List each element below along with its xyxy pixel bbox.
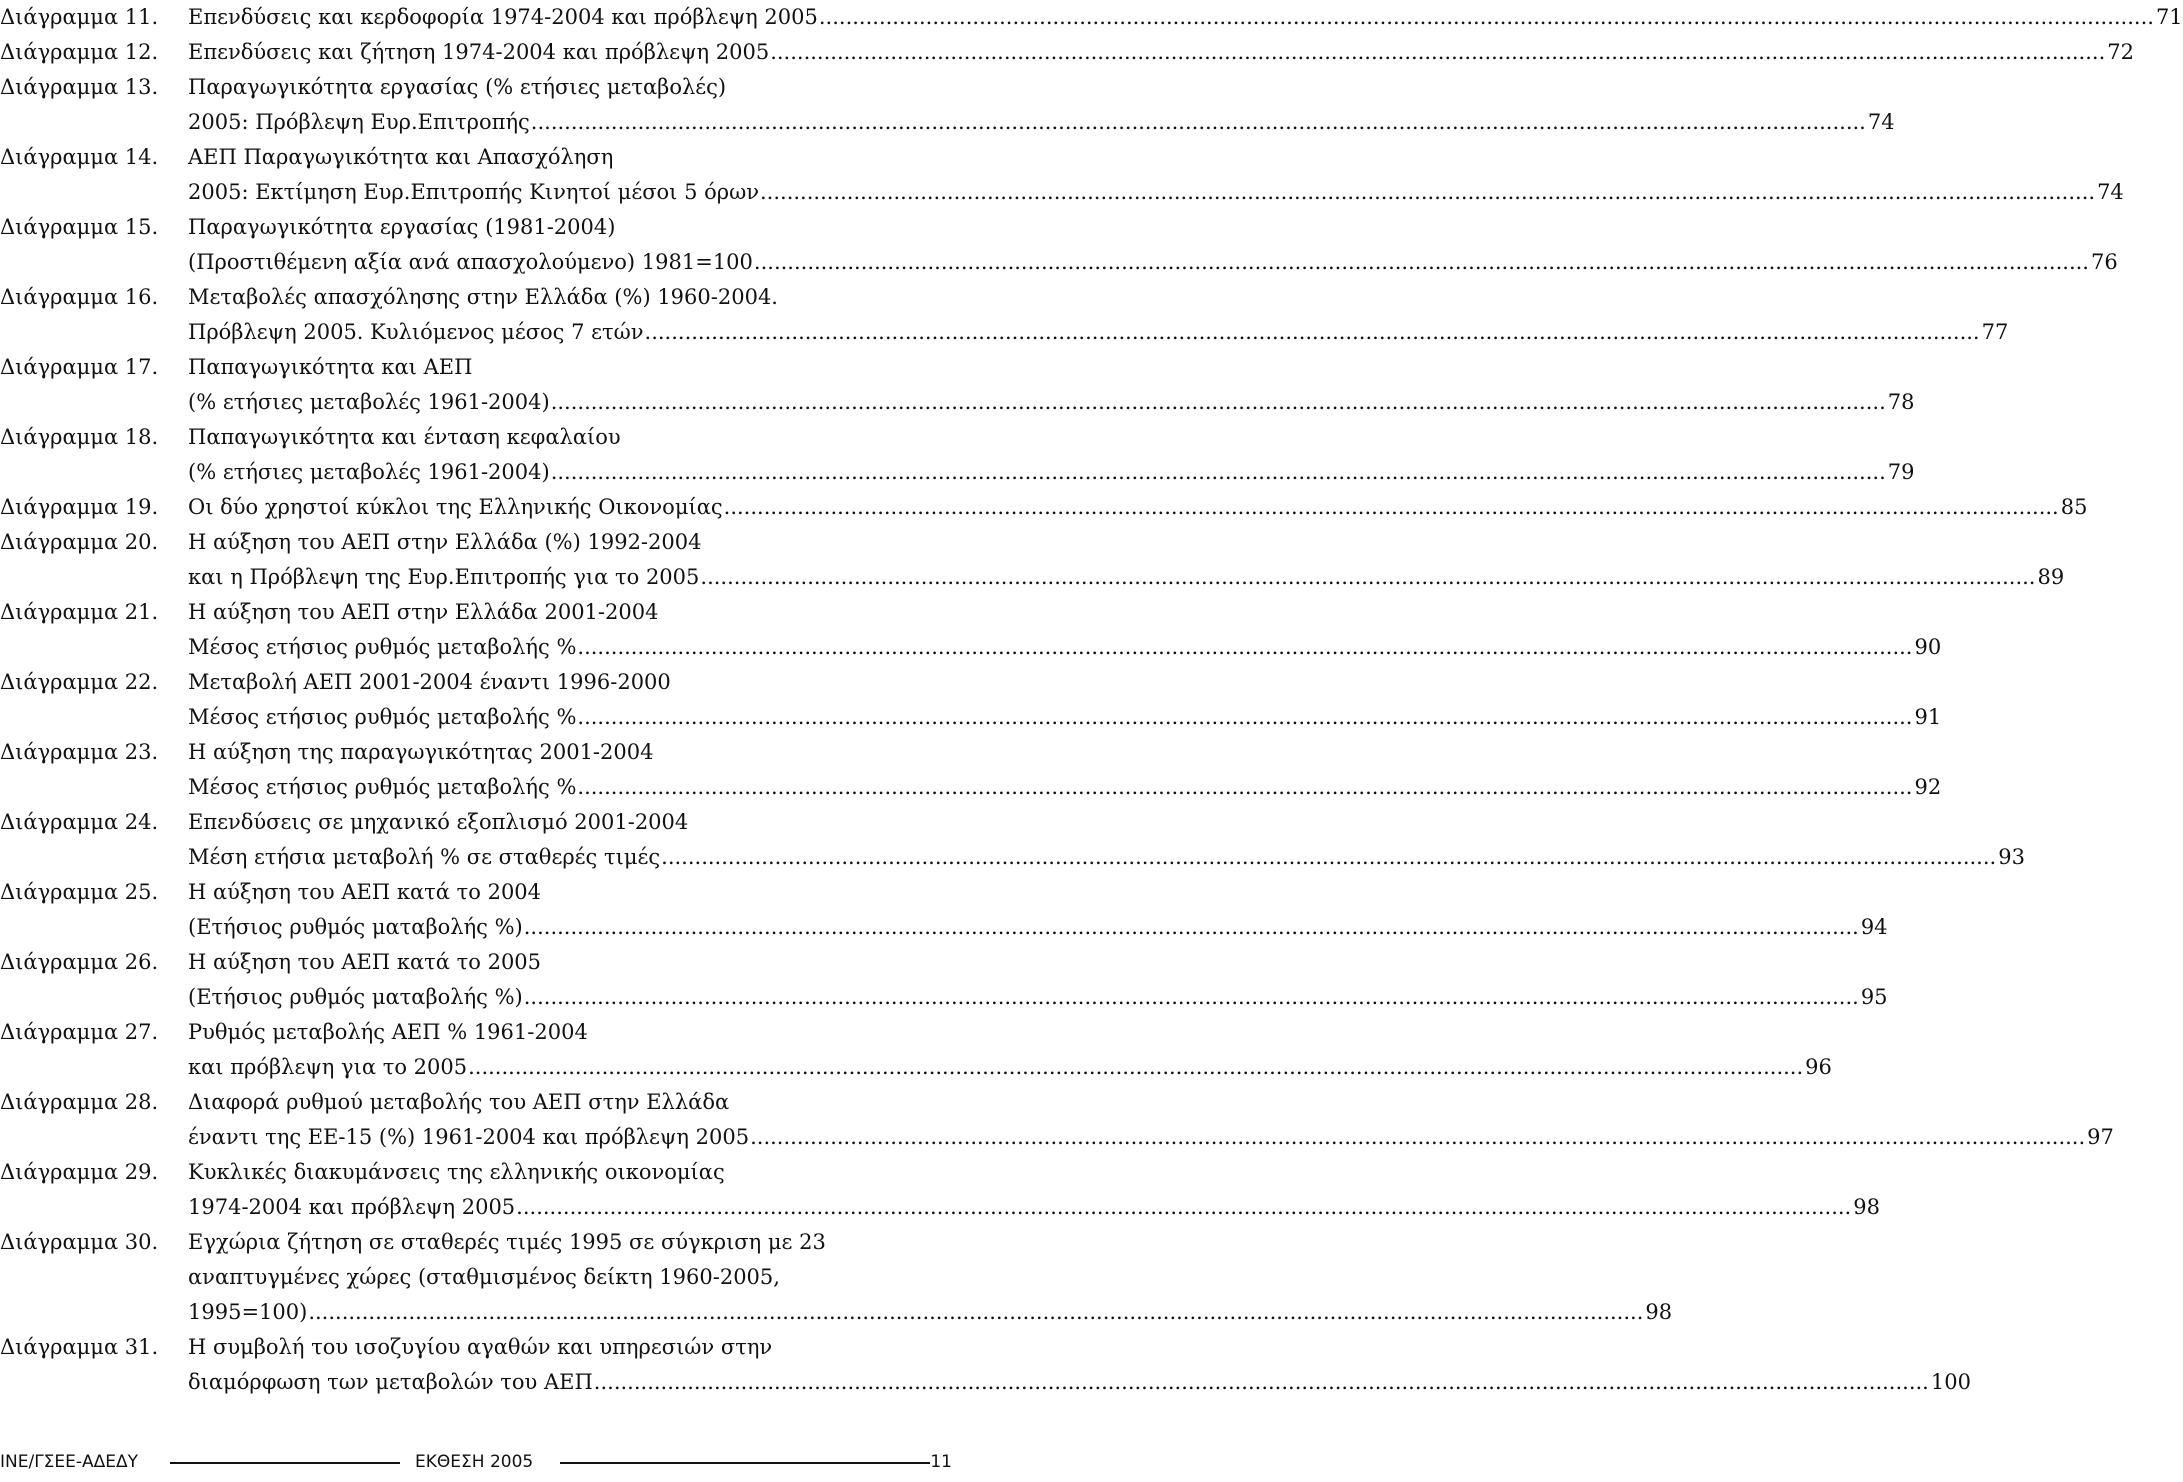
toc-entry-line <box>0 945 960 980</box>
figure-title-line <box>188 980 1888 1015</box>
toc-entry-line <box>0 980 1888 1015</box>
page-number: 77 <box>1981 320 2009 344</box>
dot-leader: ........................................................................................................................................................................................................ <box>523 985 1859 1009</box>
figure-title: Παπαγωγικότητα και ΑΕΠ <box>188 355 473 379</box>
figure-number: Διάγραμμα 30. <box>0 1230 159 1254</box>
figure-title: Διαφορά ρυθμού μεταβολής του ΑΕΠ στην Ελλάδα <box>188 1090 730 1114</box>
toc-entry-line <box>0 350 960 385</box>
toc-entry-line <box>0 1190 1880 1225</box>
figure-title: έναντι της ΕΕ-15 (%) 1961-2004 και πρόβλεψη 2005 <box>188 1125 750 1149</box>
figure-title-line <box>188 840 2025 875</box>
toc-entry-line <box>0 1155 960 1190</box>
dot-leader: ........................................................................................................................................................................................................ <box>593 1370 1929 1394</box>
figure-title: 1974-2004 και πρόβλεψη 2005 <box>188 1195 516 1219</box>
figure-title: Παραγωγικότητα εργασίας (1981-2004) <box>188 215 616 239</box>
figure-title-line <box>188 665 960 700</box>
figure-title: (% ετήσιες μεταβολές 1961-2004) <box>188 390 550 414</box>
figure-title: και πρόβλεψη για το 2005 <box>188 1055 468 1079</box>
dot-leader: ........................................................................................................................................................................................................ <box>550 460 1886 484</box>
figure-title-line <box>188 210 960 245</box>
figure-title-line <box>188 910 1888 945</box>
figure-title-line <box>188 595 960 630</box>
toc-entry-line <box>0 525 960 560</box>
toc-entry-line <box>0 770 1942 805</box>
figure-number: Διάγραμμα 27. <box>0 1020 159 1044</box>
toc-entry-line <box>0 1365 1971 1400</box>
figure-title: Οι δύο χρηστοί κύκλοι της Ελληνικής Οικονομίας <box>188 495 723 519</box>
page-number: 79 <box>1887 460 1915 484</box>
figure-title-line <box>188 1260 960 1295</box>
figure-number: Διάγραμμα 11. <box>0 5 159 29</box>
toc-entry-line <box>0 1085 960 1120</box>
figure-title-line <box>188 1295 1673 1330</box>
page-number: 98 <box>1853 1195 1880 1219</box>
figure-title: Μέσος ετήσιος ρυθμός μεταβολής % <box>188 705 577 729</box>
figure-title: Κυκλικές διακυμάνσεις της ελληνικής οικονομίας <box>188 1160 725 1184</box>
figure-title: Η αύξηση της παραγωγικότητας 2001-2004 <box>188 740 654 764</box>
toc-entry-line <box>0 1260 960 1295</box>
toc-entry-line <box>0 455 1915 490</box>
figure-title: 1995=100) <box>188 1300 308 1324</box>
figure-number: Διάγραμμα 16. <box>0 285 159 309</box>
toc-entry-line <box>0 420 960 455</box>
dot-leader: ........................................................................................................................................................................................................ <box>770 40 2106 64</box>
toc-entry-line <box>0 70 960 105</box>
dot-leader: ........................................................................................................................................................................................................ <box>516 1195 1852 1219</box>
figure-title: Η αύξηση του ΑΕΠ στην Ελλάδα 2001-2004 <box>188 600 659 624</box>
page-number: 72 <box>2107 40 2134 64</box>
page-number: 94 <box>1860 915 1888 939</box>
page-number: 98 <box>1645 1300 1673 1324</box>
figure-title-line <box>188 175 2124 210</box>
toc-entry-line <box>0 700 1942 735</box>
figure-title: ΑΕΠ Παραγωγικότητα και Απασχόληση <box>188 145 614 169</box>
figure-number: Διάγραμμα 13. <box>0 75 159 99</box>
dot-leader: ........................................................................................................................................................................................................ <box>523 915 1859 939</box>
dot-leader: ........................................................................................................................................................................................................ <box>700 565 2036 589</box>
figure-title-line <box>188 525 960 560</box>
figure-title: (% ετήσιες μεταβολές 1961-2004) <box>188 460 550 484</box>
dot-leader: ........................................................................................................................................................................................................ <box>750 1125 2086 1149</box>
figure-title-line <box>188 1365 1971 1400</box>
toc-entry-line <box>0 385 1915 420</box>
figure-title: Μεταβολές απασχόλησης στην Ελλάδα (%) 1960-2004. <box>188 285 778 309</box>
toc-entry-line <box>0 315 2009 350</box>
figure-number: Διάγραμμα 31. <box>0 1335 159 1359</box>
page-number: 85 <box>2060 495 2088 519</box>
figure-title-line <box>188 945 960 980</box>
figure-title: Μέσος ετήσιος ρυθμός μεταβολής % <box>188 775 577 799</box>
toc-entry-line <box>0 560 2065 595</box>
figure-number: Διάγραμμα 12. <box>0 40 159 64</box>
page-number: 91 <box>1914 705 1942 729</box>
figure-title-line <box>188 455 1915 490</box>
figure-number: Διάγραμμα 19. <box>0 495 159 519</box>
toc-entry-line <box>0 490 2088 525</box>
page-number: 71 <box>2155 5 2183 29</box>
figure-title: (Ετήσιος ρυθμός ματαβολής %) <box>188 985 523 1009</box>
figure-title-line <box>188 105 1895 140</box>
toc-entry-line <box>0 1015 960 1050</box>
figure-title: Εγχώρια ζήτηση σε σταθερές τιμές 1995 σε σύγκριση με 23 <box>188 1230 826 1254</box>
page-number: 90 <box>1914 635 1942 659</box>
page-number: 95 <box>1860 985 1888 1009</box>
footer-rule-right <box>560 1462 930 1464</box>
figure-title-line <box>188 245 2118 280</box>
toc-entry-line <box>0 1295 1673 1330</box>
figure-title-line <box>188 735 960 770</box>
dot-leader: ........................................................................................................................................................................................................ <box>308 1300 1644 1324</box>
figure-title-line <box>188 70 960 105</box>
page-number: 76 <box>2090 250 2118 274</box>
dot-leader: ........................................................................................................................................................................................................ <box>723 495 2059 519</box>
figure-number: Διάγραμμα 28. <box>0 1090 159 1114</box>
footer-publisher: ΙΝΕ/ΓΣΕΕ-ΑΔΕΔΥ <box>0 1452 139 1472</box>
figure-title-line <box>188 805 960 840</box>
figure-title-line <box>188 140 960 175</box>
figure-title-line <box>188 420 960 455</box>
figure-number: Διάγραμμα 14. <box>0 145 159 169</box>
figure-title-line <box>188 385 1915 420</box>
figure-title: Μεταβολή ΑΕΠ 2001-2004 έναντι 1996-2000 <box>188 670 671 694</box>
dot-leader: ........................................................................................................................................................................................................ <box>644 320 1980 344</box>
figure-title-line <box>188 280 960 315</box>
figure-title: Μέσος ετήσιος ρυθμός μεταβολής % <box>188 635 577 659</box>
toc-entry-line <box>0 1225 960 1260</box>
footer-rule-left <box>170 1462 400 1464</box>
dot-leader: ........................................................................................................................................................................................................ <box>753 250 2089 274</box>
toc-entry-line <box>0 280 960 315</box>
page-number: 93 <box>1998 845 2025 869</box>
toc-entry-line <box>0 245 2118 280</box>
figure-number: Διάγραμμα 21. <box>0 600 159 624</box>
page-number: 74 <box>1867 110 1895 134</box>
figure-title: διαμόρφωση των μεταβολών του ΑΕΠ <box>188 1370 593 1394</box>
toc-entry-line <box>0 1330 960 1365</box>
figure-title: Επενδύσεις και κερδοφορία 1974-2004 και πρόβλεψη 2005 <box>188 5 818 29</box>
figure-title: Παπαγωγικότητα και ένταση κεφαλαίου <box>188 425 621 449</box>
page-number: 97 <box>2087 1125 2114 1149</box>
figure-number: Διάγραμμα 18. <box>0 425 159 449</box>
toc-entry-line <box>0 595 960 630</box>
figure-title: Η αύξηση του ΑΕΠ κατά το 2005 <box>188 950 542 974</box>
figure-title-line <box>188 1120 2114 1155</box>
dot-leader: ........................................................................................................................................................................................................ <box>577 775 1913 799</box>
figure-title: Η αύξηση του ΑΕΠ στην Ελλάδα (%) 1992-2004 <box>188 530 702 554</box>
figure-title: Ρυθμός μεταβολής ΑΕΠ % 1961-2004 <box>188 1020 588 1044</box>
figure-number: Διάγραμμα 25. <box>0 880 159 904</box>
page-number: 100 <box>1930 1370 1971 1394</box>
toc-entry-line <box>0 0 2183 35</box>
page-number: 74 <box>2097 180 2124 204</box>
page-number: 96 <box>1805 1055 1832 1079</box>
figure-title-line <box>188 1330 960 1365</box>
figure-title: 2005: Πρόβλεψη Ευρ.Επιτροπής <box>188 110 530 134</box>
figure-number: Διάγραμμα 29. <box>0 1160 159 1184</box>
dot-leader: ........................................................................................................................................................................................................ <box>577 705 1913 729</box>
toc-entry-line <box>0 735 960 770</box>
figure-title-line <box>188 1190 1880 1225</box>
page-footer <box>0 1450 960 1480</box>
toc-entry-line <box>0 35 2134 70</box>
figure-title: Η αύξηση του ΑΕΠ κατά το 2004 <box>188 880 542 904</box>
figure-title: Επενδύσεις και ζήτηση 1974-2004 και πρόβλεψη 2005 <box>188 40 770 64</box>
footer-report-title: ΕΚΘΕΣΗ 2005 <box>415 1452 534 1472</box>
toc-entry-line <box>0 140 960 175</box>
figure-title-line <box>188 490 2088 525</box>
figure-title-line <box>188 315 2009 350</box>
figure-title-line <box>188 0 2183 35</box>
toc-entry-line <box>0 210 960 245</box>
figure-title: Παραγωγικότητα εργασίας (% ετήσιες μεταβολές) <box>188 75 727 99</box>
figure-title-line <box>188 1155 960 1190</box>
figure-title: αναπτυγμένες χώρες (σταθμισμένος δείκτη 1960-2005, <box>188 1265 780 1289</box>
figure-title-line <box>188 700 1942 735</box>
figure-number: Διάγραμμα 17. <box>0 355 159 379</box>
toc-entry-line <box>0 1050 1832 1085</box>
figure-number: Διάγραμμα 20. <box>0 530 159 554</box>
page-number: 89 <box>2037 565 2065 589</box>
toc-entry-line <box>0 105 1895 140</box>
figure-title-line <box>188 1225 960 1260</box>
figure-number: Διάγραμμα 22. <box>0 670 159 694</box>
figure-title: Μέση ετήσια μεταβολή % σε σταθερές τιμές <box>188 845 661 869</box>
figure-title-line <box>188 560 2065 595</box>
figure-number: Διάγραμμα 24. <box>0 810 159 834</box>
toc-entry-line <box>0 875 960 910</box>
toc-entry-line <box>0 805 960 840</box>
toc-entry-line <box>0 1120 2114 1155</box>
figure-title-line <box>188 35 2134 70</box>
toc-entry-line <box>0 175 2124 210</box>
figure-title-line <box>188 770 1942 805</box>
figure-number: Διάγραμμα 26. <box>0 950 159 974</box>
figure-title-line <box>188 1085 960 1120</box>
dot-leader: ........................................................................................................................................................................................................ <box>818 5 2154 29</box>
dot-leader: ........................................................................................................................................................................................................ <box>661 845 1997 869</box>
page-number: 92 <box>1914 775 1942 799</box>
figure-title-line <box>188 875 960 910</box>
toc-entry-line <box>0 910 1888 945</box>
figure-title: Επενδύσεις σε μηχανικό εξοπλισμό 2001-2004 <box>188 810 689 834</box>
dot-leader: ........................................................................................................................................................................................................ <box>468 1055 1804 1079</box>
figure-title: 2005: Εκτίμηση Ευρ.Επιτροπής Κινητοί μέσοι 5 όρων <box>188 180 759 204</box>
figure-title: Πρόβλεψη 2005. Κυλιόμενος μέσος 7 ετών <box>188 320 644 344</box>
figure-title-line <box>188 1050 1832 1085</box>
page-number: 78 <box>1887 390 1915 414</box>
figure-title-line <box>188 350 960 385</box>
toc-entry-line <box>0 840 2025 875</box>
footer-page-number: 11 <box>930 1452 952 1472</box>
figure-title-line <box>188 1015 960 1050</box>
figure-title: (Ετήσιος ρυθμός ματαβολής %) <box>188 915 523 939</box>
dot-leader: ........................................................................................................................................................................................................ <box>550 390 1886 414</box>
dot-leader: ........................................................................................................................................................................................................ <box>530 110 1866 134</box>
figure-number: Διάγραμμα 23. <box>0 740 159 764</box>
figure-number: Διάγραμμα 15. <box>0 215 159 239</box>
figure-title-line <box>188 630 1942 665</box>
toc-entry-line <box>0 665 960 700</box>
dot-leader: ........................................................................................................................................................................................................ <box>760 180 2096 204</box>
figure-title: Η συμβολή του ισοζυγίου αγαθών και υπηρεσιών στην <box>188 1335 773 1359</box>
dot-leader: ........................................................................................................................................................................................................ <box>577 635 1913 659</box>
figure-title: και η Πρόβλεψη της Ευρ.Επιτροπής για το 2005 <box>188 565 700 589</box>
figure-title: (Προστιθέμενη αξία ανά απασχολούμενο) 1981=100 <box>188 250 753 274</box>
toc-entry-line <box>0 630 1942 665</box>
